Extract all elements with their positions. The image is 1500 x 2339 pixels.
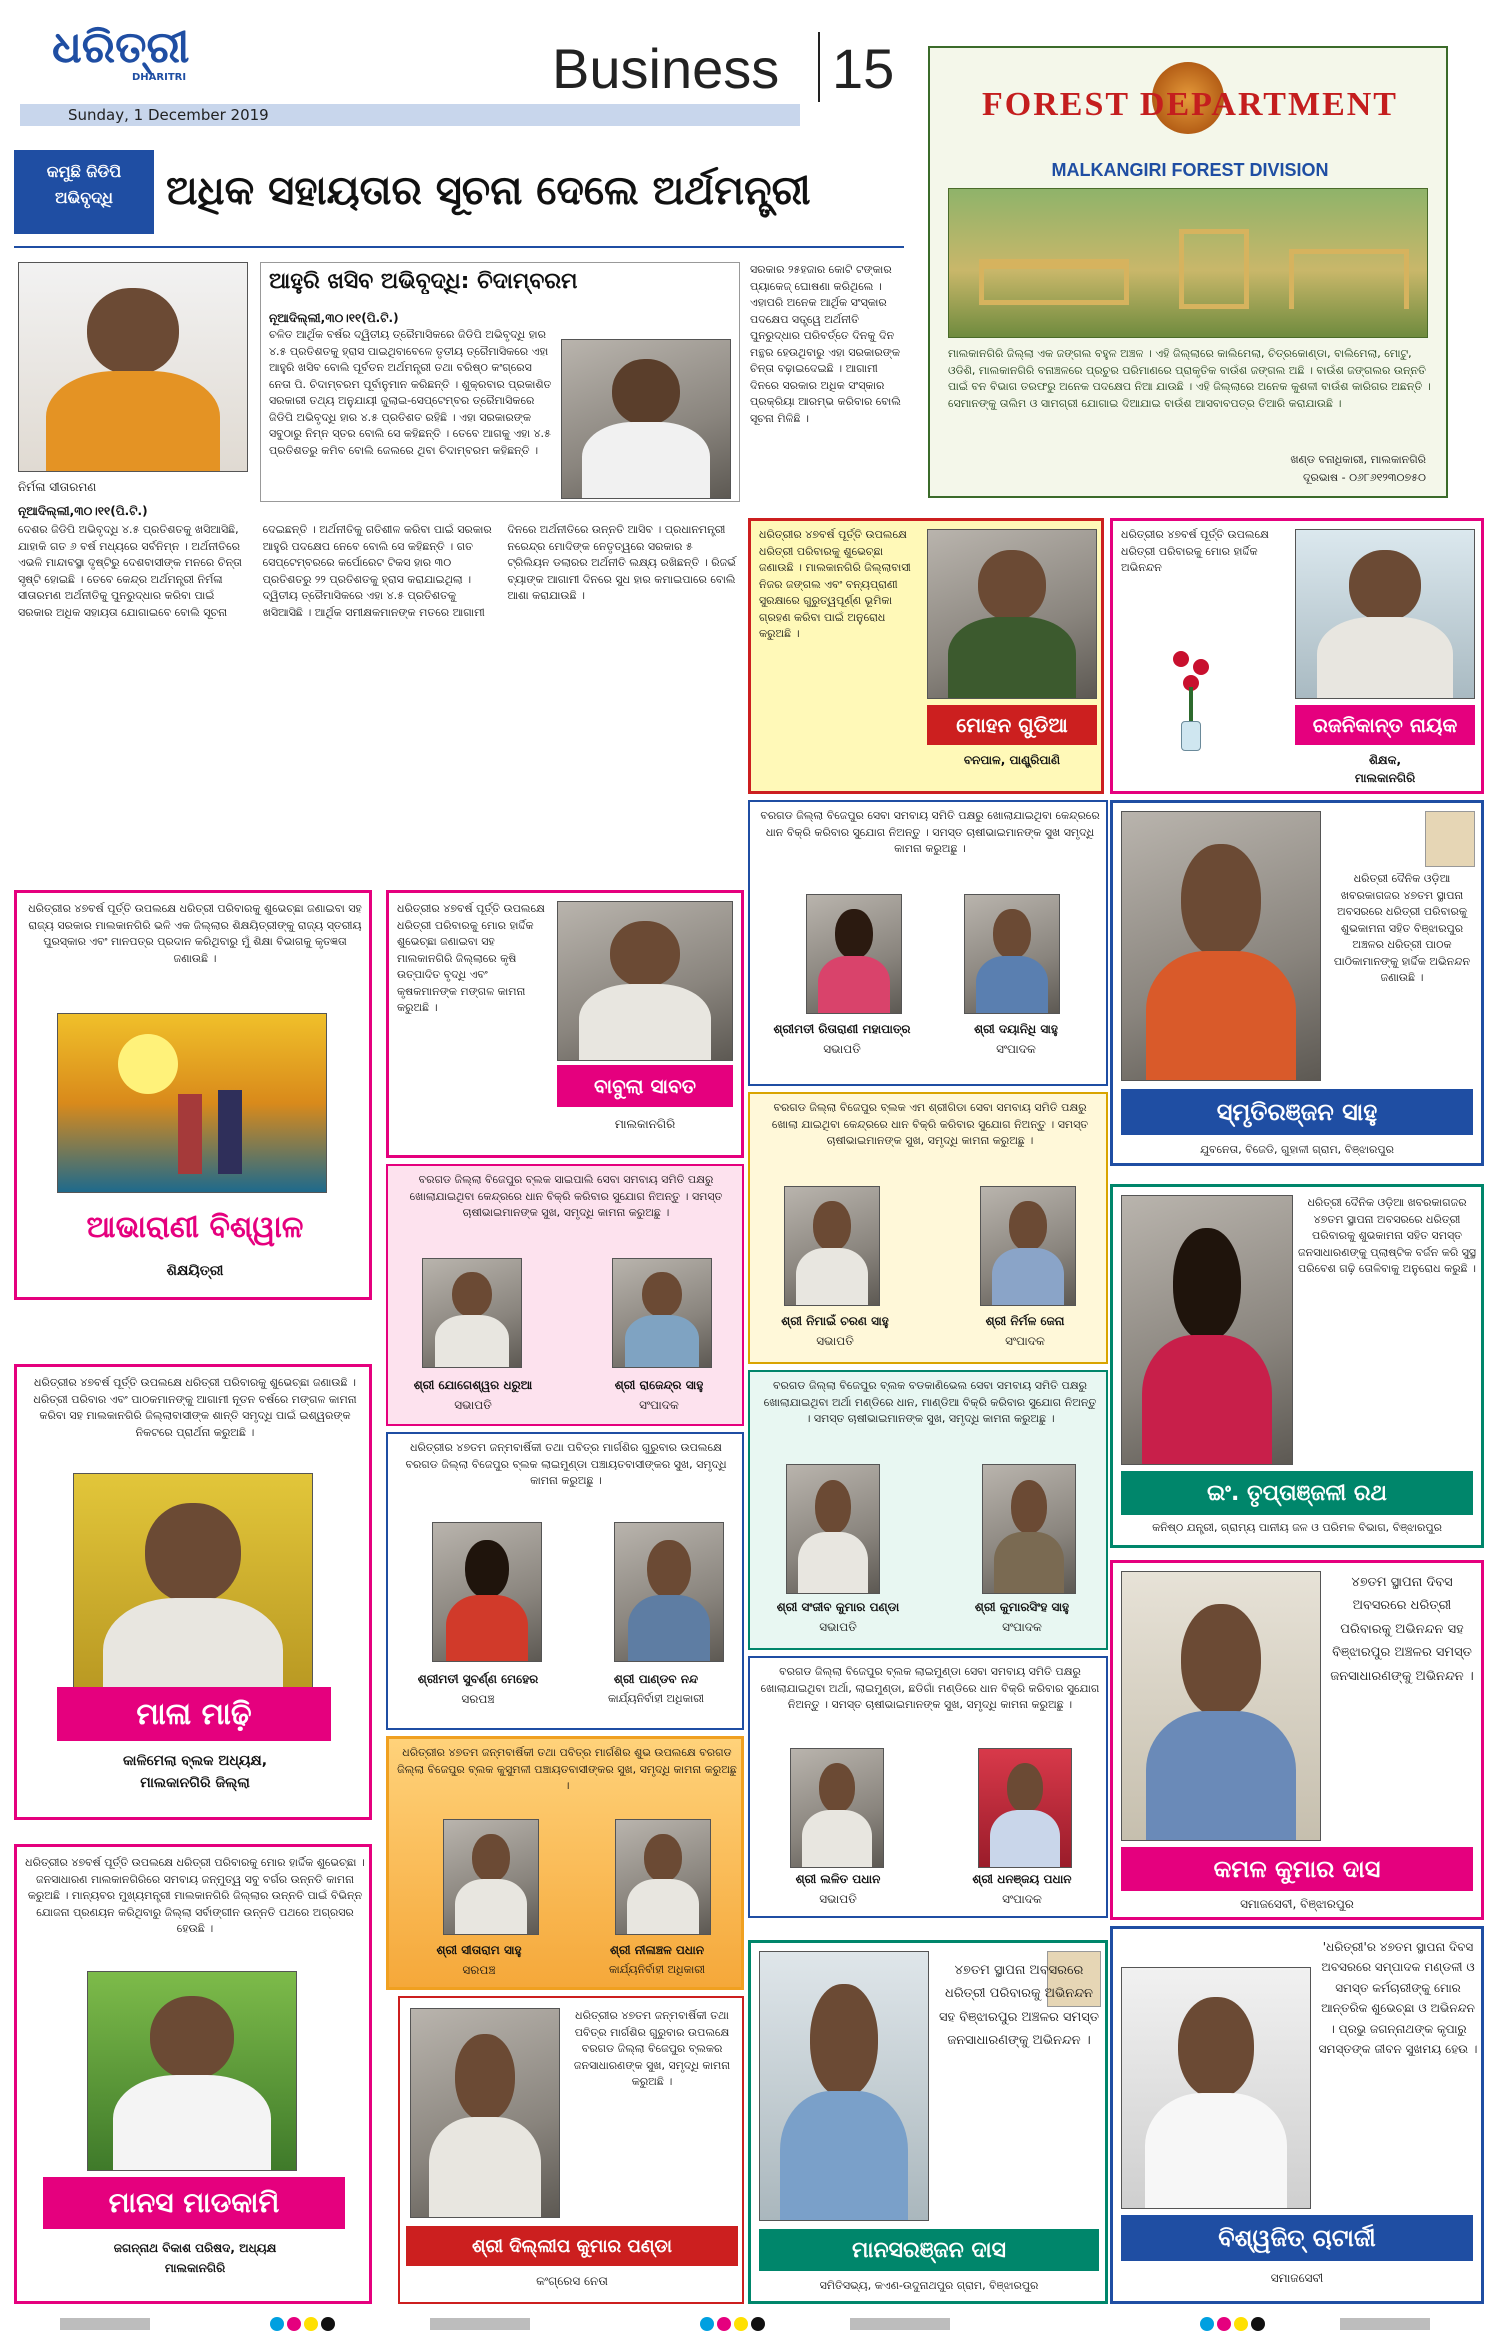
kumarsingh-role: ସଂପାଦକ (1002, 1620, 1042, 1634)
mala-ad (14, 1364, 372, 1820)
sitharaman-caption: ନିର୍ମଳା ସୀତାରମଣ (18, 480, 97, 494)
headline-right-column: ସରକାର ୨୫ହଜାର କୋଟି ଟଙ୍କାର ପ୍ୟାକେଜ୍ ଘୋଷଣା କରିଥିଲେ । ଏହାପରି ଅନେକ ଆର୍ଥିକ ସଂସ୍କାର ପଦକ୍ଷେପ ସତ୍ତ୍ୱେ ଅର୍ଥନୀତି ପୁନରୁଦ୍ଧାର ପରିବର୍ତ୍ତେ ଦିନକୁ ଦିନ ମନ୍ଥର ହେଉଥିବାରୁ ଏହା ସରକାରଙ୍କ ଚିନ୍ତା ବଢ଼ାଇଦେଇଛି । ଆଗାମୀ ଦିନରେ ସରକାର ଅଧିକ ସଂସ୍କାର ପ୍ରକ୍ରିୟା ଆରମ୍ଭ କରିବାର ବୋଲି ସୂଚନା ମିଳିଛି । (750, 263, 901, 425)
section-title: Business (552, 37, 780, 100)
lalit-role: ସଭାପତି (819, 1892, 857, 1906)
forest-ad-body: ମାଲକାନଗିରି ଜିଲ୍ଲା ଏକ ଜଙ୍ଗଲ ବହୁଳ ଅଞ୍ଚଳ । ଏହି ଜିଲ୍ଲାରେ କାଲିମେଲା, ଚିତ୍ରକୋଣ୍ଡା, ବାଲିମେଲା, ମୋଟୁ, ଓଡିଶି, ମାଲକାନଗିରି ବନାଞ୍ଚଳରେ ପ୍ରଚୁର ପରିମାଣରେ ପ୍ରାକୃତିକ ବାଉଁଶ ଜଙ୍ଗଲ ଅଛି । ବାଉଁଶ ଜଙ୍ଗଲର ଉନ୍ନତି ପାଇଁ ବନ ବିଭାଗ ତରଫରୁ ଅନେକ ପଦକ୍ଷେପ ନିଆ ଯାଉଛି । ଏହି ଜିଲ୍ଲାରେ ଅନେକ କୁଶଳୀ ବାଉଁଶ କାରିଗର ଅଛନ୍ତି । ସେମାନଙ୍କୁ ତାଲିମ ଓ ସାମଗ୍ରୀ ଯୋଗାଇ ଦିଆଯାଇ ବାଉଁଶ ଆସବାବପତ୍ର ତିଆରି କରାଯାଉଛି । (948, 347, 1431, 410)
dilip-name-bar: ଶ୍ରୀ ଦିଲ୍ଲୀପ କୁମାର ପଣ୍ଡା (406, 2226, 738, 2266)
bamboo-bed-shape (979, 259, 1129, 305)
mohan-gudia-ad (748, 518, 1104, 794)
jogeswar-name: ଶ୍ରୀ ଯୋଗେଶ୍ୱର ଧରୁଆ (413, 1378, 533, 1392)
dayanidhi-name: ଶ୍ରୀ ଦୟାନିଧି ସାହୁ (974, 1022, 1058, 1036)
bamboo-chair-shape (1179, 229, 1249, 309)
abharani-name: ଆଭାରାଣୀ ବିଶ୍ୱାଳ (86, 1209, 304, 1245)
trupti-role: କନିଷ୍ଠ ଯନ୍ତ୍ରୀ, ଗ୍ରାମ୍ୟ ପାନୀୟ ଜଳ ଓ ପରିମଳ ବିଭାଗ, ବିଞ୍ଝାରପୁର (1152, 1521, 1442, 1534)
forest-ad-subtitle: MALKANGIRI FOREST DIVISION (1051, 160, 1329, 180)
babula-name-bar: ବାବୁଲା ସାବତ (557, 1065, 733, 1107)
manasaranjan-role: ସମିତିସଭ୍ୟ, କଏଣ-ଉଦୁନାଥପୁର ଗ୍ରାମ, ବିଞ୍ଝାରପୁର (819, 2279, 1039, 2292)
jogeswar-photo (422, 1258, 522, 1368)
manasa-photo (87, 1971, 297, 2171)
abharani-ad (14, 890, 372, 1300)
registration-bar-2 (430, 2318, 530, 2330)
lalit-ad (748, 1656, 1108, 1918)
pandaba-name: ଶ୍ରୀ ପାଣ୍ଡବ ନନ୍ଦ (613, 1672, 699, 1686)
logo-text: ଧରିତ୍ରୀ (52, 22, 190, 73)
dilip-ad (398, 1996, 744, 2304)
babula-ad (386, 890, 744, 1158)
nilanchal-photo (615, 1819, 711, 1935)
nimai-ad (748, 1092, 1108, 1364)
nimai-name: ଶ୍ରୀ ନିମାଇଁ ଚରଣ ସାହୁ (781, 1314, 889, 1328)
mala-photo (73, 1473, 313, 1713)
cmyk-marks-3 (1200, 2316, 1268, 2335)
rajendra-role: ସଂପାଦକ (639, 1398, 679, 1412)
date-text: Sunday, 1 December 2019 (68, 106, 269, 124)
kamal-text: ୪୭ତମ ସ୍ଥାପନା ଦିବସ ଅବସରରେ ଧରିତ୍ରୀ ପରିବାରକୁ ଅଭିନନ୍ଦନ ସହ ବିଞ୍ଝାରପୁର ଅଞ୍ଚଳର ସମସ୍ତ ଜନସାଧାରଣଙ୍କୁ ଅଭିନନ୍ଦନ । (1330, 1575, 1474, 1684)
lalit-name: ଶ୍ରୀ ଲଳିତ ପଧାନ (795, 1872, 881, 1886)
forest-ad-signature: ଖଣ୍ଡ ବନାଧିକାରୀ, ମାଲକାନଗିରି (1290, 453, 1426, 466)
rajanikanta-name-bar: ରଜନିକାନ୍ତ ନାୟକ (1295, 705, 1475, 745)
sanjib-text: ବରଗଡ ଜିଲ୍ଲା ବିଜେପୁର ବ୍ଲକ ବଡକାଣିଭେଲ ସେବା ସମବାୟ ସମିତି ପକ୍ଷରୁ ଖୋଲାଯାଇଥିବା ଅର୍ଥା ମଣ୍ଡିରେ ଧାନ, ମାଣ୍ଡିଆ ବିକ୍ରି କରିବାର ସୁଯୋଗ ନିଅନ୍ତୁ । ସମସ୍ତ ଚାଷୀଭାଇମାନଙ୍କ ସୁଖ, ସମୃଦ୍ଧି କାମନା କରୁଅଛୁ । (763, 1379, 1097, 1425)
kamal-name-bar: କମଳ କୁମାର ଦାସ (1121, 1847, 1473, 1891)
headline-body: ଦେଶର ଜିଡିପି ଅଭିବୃଦ୍ଧି ୪.୫ ପ୍ରତିଶତକୁ ଖସିଆସିଛି, ଯାହାକି ଗତ ୬ ବର୍ଷ ମଧ୍ୟରେ ସର୍ବନିମ୍ନ । ଅର୍ଥନୀତିରେ ଏଭଳି ମାନ୍ଦାବସ୍ଥା ଦୃଷ୍ଟିରୁ ଦେଶବାସୀଙ୍କ ମନରେ ଚିନ୍ତା ସୃଷ୍ଟି ହୋଇଛି । ତେବେ କେନ୍ଦ୍ର ଅର୍ଥମନ୍ତ୍ରୀ ନିର୍ମଳା ସୀତାରମଣ ଅର୍ଥନୀତିକୁ ପୁନରୁଦ୍ଧାର କରିବା ପାଇଁ ସରକାର ଅଧିକ ସହାୟତା ଯୋଗାଇବେ ବୋଲି ସୂଚନା ଦେଇଛନ୍ତି । ଅର୍ଥନୀତିକୁ ଗତିଶୀଳ କରିବା ପାଇଁ ସରକାର ଆହୁରି ପଦକ୍ଷେପ ନେବେ ବୋଲି ସେ କହିଛନ୍ତି । ଗତ ସେପ୍ଟେମ୍ବରରେ କର୍ପୋରେଟ ଟିକସ ହାର ୩୦ ପ୍ରତିଶତରୁ ୨୨ ପ୍ରତିଶତକୁ ହ୍ରାସ କରାଯାଇଥିଲା । ଦ୍ୱିତୀୟ ତ୍ରୈମାସିକରେ ଏହା ୪.୫ ପ୍ରତିଶତକୁ ଖସିଆସିଛି । ଆର୍ଥିକ ସମୀକ୍ଷକମାନଙ୍କ ମତରେ ଆଗାମୀ ଦିନରେ ଅର୍ଥନୀତିରେ ଉନ୍ନତି ଆସିବ । ପ୍ରଧାନମନ୍ତ୍ରୀ ନରେନ୍ଦ୍ର ମୋଦିଙ୍କ ନେତୃତ୍ୱରେ ସରକାର ୫ ଟ୍ରିଲିୟନ ଡଲାରର ଅର୍ଥନୀତି ଲକ୍ଷ୍ୟ ରଖିଛନ୍ତି । ରିଜର୍ଭ ବ୍ୟାଙ୍କ ଆଗାମୀ ଦିନରେ ସୁଧ ହାର କମାଇପାରେ ବୋଲି ଆଶା କରାଯାଉଛି । (18, 523, 736, 619)
dhananjay-name: ଶ୍ରୀ ଧନଞ୍ଜୟ ପଧାନ (972, 1872, 1072, 1886)
mohan-name-bar: ମୋହନ ଗୁଡିଆ (927, 705, 1097, 745)
mohan-text: ଧରିତ୍ରୀର ୪୭ବର୍ଷ ପୂର୍ତ୍ତି ଉପଲକ୍ଷେ ଧରିତ୍ରୀ ପରିବାରକୁ ଶୁଭେଚ୍ଛା ଜଣାଉଛି । ମାଲକାନଗିରି ଜିଲ୍ଲାବାସୀ ନିଜର ଜଙ୍ଗଲ ଏବଂ ବନ୍ୟପ୍ରାଣୀ ସୁରକ୍ଷାରେ ଗୁରୁତ୍ୱପୂର୍ଣ୍ଣ ଭୂମିକା ଗ୍ରହଣ କରିବା ପାଇଁ ଅନୁରୋଧ କରୁଅଛି । (759, 528, 911, 640)
biswajit-photo (1121, 1967, 1311, 2209)
abharani-text: ଧରିତ୍ରୀର ୪୭ବର୍ଷ ପୂର୍ତ୍ତି ଉପଲକ୍ଷେ ଧରିତ୍ରୀ ପରିବାରକୁ ଶୁଭେଚ୍ଛା ଜଣାଇବା ସହ ରାଜ୍ୟ ସରକାର ମାଲକାନଗିରି ଭଳି ଏକ ଜିଲ୍ଲାର ଶିକ୍ଷୟିତ୍ରୀଙ୍କୁ ରାଜ୍ୟ ସ୍ତରୀୟ ପୁରସ୍କାର ଏବଂ ମାନପତ୍ର ପ୍ରଦାନ କରିଥିବାରୁ ମୁଁ ଶିକ୍ଷା ବିଭାଗକୁ କୃତଜ୍ଞତା ଜଣାଉଛି । (28, 902, 362, 965)
sanjib-role: ସଭାପତି (819, 1620, 857, 1634)
bamboo-table-shape (1289, 249, 1409, 309)
biswajit-text: 'ଧରିତ୍ରୀ'ର ୪୭ତମ ସ୍ଥାପନା ଦିବସ ଅବସରରେ ସମ୍ପାଦକ ମଣ୍ଡଳୀ ଓ ସମସ୍ତ କର୍ମଚାରୀଙ୍କୁ ମୋର ଆନ୍ତରିକ ଶୁଭେଚ୍ଛା ଓ ଅଭିନନ୍ଦନ । ପ୍ରଭୁ ଜଗନ୍ନାଥଙ୍କ କୃପାରୁ ସମସ୍ତଙ୍କ ଜୀବନ ସୁଖମୟ ହେଉ । (1318, 1940, 1478, 2056)
ritarani-text: ବରଗଡ ଜିଲ୍ଲା ବିଜେପୁର ସେବା ସମବାୟ ସମିତି ପକ୍ଷରୁ ଖୋଲାଯାଇଥିବା କେନ୍ଦ୍ରରେ ଧାନ ବିକ୍ରି କରିବାର ସୁଯୋଗ ନିଅନ୍ତୁ । ସମସ୍ତ ଚାଷୀଭାଇମାନଙ୍କ ସୁଖ ସମୃଦ୍ଧି କାମନା କରୁଅଛୁ । (760, 809, 1100, 855)
forest-ad-title: FOREST DEPARTMENT (982, 86, 1398, 123)
nimai-text: ବରଗଡ ଜିଲ୍ଲା ବିଜେପୁର ବ୍ଲକ ଏମ ଶ୍ରୀଗିଡା ସେବା ସମବାୟ ସମିତି ପକ୍ଷରୁ ଖୋଲା ଯାଇଥିବା କେନ୍ଦ୍ରରେ ଧାନ ବିକ୍ରି କରିବାର ସୁଯୋଗ ନିଅନ୍ତୁ । ସମସ୍ତ ଚାଷୀଭାଇମାନଙ୍କ ସୁଖ, ସମୃଦ୍ଧି କାମନା କରୁଅଛୁ । (771, 1101, 1089, 1147)
ritarani-ad (748, 800, 1108, 1086)
registration-bar-1 (60, 2318, 150, 2330)
subarna-ad (386, 1432, 744, 1730)
manasaranjan-ad (748, 1940, 1108, 2304)
kamal-role: ସମାଜସେବୀ, ବିଞ୍ଝାରପୁର (1240, 1897, 1354, 1911)
sanjib-ad (748, 1370, 1108, 1650)
abharani-event-photo (57, 1013, 327, 1193)
babula-photo (557, 901, 733, 1061)
rajanikanta-role-1: ଶିକ୍ଷକ, (1368, 753, 1402, 767)
smrutiranjan-text: ଧରିତ୍ରୀ ଦୈନିକ ଓଡ଼ିଆ ଖବରକାଗଜର ୪୭ତମ ସ୍ଥାପନା ଅବସରରେ ଧରିତ୍ରୀ ପରିବାରକୁ ଶୁଭକାମନା ସହିତ ବିଞ୍ଝାରପୁର ଅଞ୍ଚଳର ଧରିତ୍ରୀ ପାଠକ ପାଠିକାମାନଙ୍କୁ ହାର୍ଦ୍ଦିକ ଅଭିନନ୍ଦନ ଜଣାଉଛି । (1333, 872, 1471, 984)
trupti-ad (1110, 1184, 1484, 1548)
dayanidhi-photo (964, 894, 1060, 1014)
subarna-text: ଧରିତ୍ରୀର ୪୭ତମ ଜନ୍ମବାର୍ଷିକୀ ତଥା ପବିତ୍ର ମାର୍ଗଶିର ଗୁରୁବାର ଉପଲକ୍ଷେ ବରଗଡ ଜିଲ୍ଲା ବିଜେପୁର ବ୍ଲକ ଲାଇମୁଣ୍ଡା ପଞ୍ଚାୟତବାସୀଙ୍କର ସୁଖ, ସମୃଦ୍ଧି କାମନା କରୁଅଛୁ । (405, 1441, 727, 1487)
nilanchal-name: ଶ୍ରୀ ନୀଳାଞ୍ଚଳ ପଧାନ (609, 1943, 705, 1957)
kamal-photo (1121, 1571, 1321, 1841)
chidambaram-photo (561, 339, 731, 499)
biswajit-name-bar: ବିଶ୍ୱଜିତ୍ ଚାଟାର୍ଜୀ (1121, 2215, 1473, 2261)
sitharaman-photo (18, 262, 248, 472)
rajanikanta-ad (1110, 518, 1484, 794)
manasaranjan-text: ୪୭ତମ ସ୍ଥାପନା ଅବସରରେ ଧରିତ୍ରୀ ପରିବାରକୁ ଅଭିନନ୍ଦନ ସହ ବିଞ୍ଝାରପୁର ଅଞ୍ଚଳର ସମସ୍ତ ଜନସାଧାରଣଙ୍କୁ ଅଭିନନ୍ଦନ । (939, 1963, 1099, 2049)
babula-role: ମାଲକାନଗିରି (614, 1117, 676, 1131)
cmyk-marks-2 (700, 2316, 768, 2335)
manasa-ad (14, 1844, 372, 2304)
cmyk-marks-1 (270, 2316, 338, 2335)
manasaranjan-photo (759, 1951, 929, 2221)
logo-sub: DHARITRI (132, 72, 187, 83)
dhananjay-photo (978, 1748, 1072, 1868)
headline-dateline: ନୂଆଦିଲ୍ଲୀ,୩୦।୧୧(ପି.ଟି.) (18, 504, 148, 518)
chidambaram-text: ଚଳିତ ଆର୍ଥିକ ବର୍ଷର ଦ୍ୱିତୀୟ ତ୍ରୈମାସିକରେ ଜିଡିପି ଅଭିବୃଦ୍ଧି ହାର ୪.୫ ପ୍ରତିଶତକୁ ହ୍ରାସ ପାଇଥିବାବେଳେ ତୃତୀୟ ତ୍ରୈମାସିକରେ ଏହା ଆହୁରି ଖସିବ ବୋଲି ପୂର୍ବତନ ଅର୍ଥମନ୍ତ୍ରୀ ତଥା ବରିଷ୍ଠ କଂଗ୍ରେସ ନେତା ପି. ଚିଦାମ୍ବରମ ପୂର୍ବାନୁମାନ କରିଛନ୍ତି । ଶୁକ୍ରବାର ପ୍ରକାଶିତ ସରକାରୀ ତଥ୍ୟ ଅନୁଯାୟୀ ଜୁଲାଇ-ସେପ୍ଟେମ୍ବର ତ୍ରୈମାସିକରେ ଜିଡିପି ଅଭିବୃଦ୍ଧି ହାର ୪.୫ ପ୍ରତିଶତ ରହିଛି । ଏହା ସରକାରଙ୍କ ସବୁଠାରୁ ନିମ୍ନ ସ୍ତର ବୋଲି ସେ କହିଛନ୍ତି । ତେବେ ଆଗକୁ ଏହା ୪.୫ ପ୍ରତିଶତରୁ କମିବ ବୋଲି ଜେଲରେ ଥିବା ଚିଦାମ୍ବରମ କହିଛନ୍ତି । (269, 328, 552, 457)
smrutiranjan-name-bar: ସ୍ମୃତିରଞ୍ଜନ ସାହୁ (1121, 1089, 1473, 1135)
mohan-role: ବନପାଳ, ପାଣ୍ଡ୍ରିପାଣି (963, 753, 1061, 767)
badge-line-2: ଅଭିବୃଦ୍ଧି (55, 188, 113, 207)
rajanikanta-photo (1295, 529, 1475, 699)
mohan-photo (927, 529, 1097, 699)
lalit-photo (790, 1748, 884, 1868)
dayanidhi-role: ସଂପାଦକ (996, 1042, 1036, 1056)
rajanikanta-role-2: ମାଲକାନଗିରି (1354, 771, 1416, 785)
biswajit-ad (1110, 1926, 1484, 2304)
page-number: 15 (832, 37, 895, 100)
headline-badge (14, 150, 154, 234)
kamal-ad (1110, 1560, 1484, 1920)
nimai-role: ସଭାପତି (816, 1334, 854, 1348)
nirmal-name: ଶ୍ରୀ ନିର୍ମଳ ଜେନା (985, 1314, 1065, 1328)
biswajit-role: ସମାଜସେବୀ (1270, 2271, 1324, 2285)
rajendra-name: ଶ୍ରୀ ରାଜେନ୍ଦ୍ର ସାହୁ (614, 1378, 704, 1392)
ritarani-role: ସଭାପତି (823, 1042, 861, 1056)
sanjib-name: ଶ୍ରୀ ସଂଜୀବ କୁମାର ପଣ୍ଡା (776, 1600, 900, 1614)
sitaram-role: ସରପଞ୍ଚ (462, 1963, 496, 1977)
abharani-role: ଶିକ୍ଷୟିତ୍ରୀ (166, 1263, 224, 1279)
kumarsingh-photo (982, 1464, 1076, 1594)
mala-role-2: ମାଲକାନଗିରି ଜିଲ୍ଲା (140, 1775, 250, 1791)
subarna-photo (432, 1522, 542, 1662)
smrutiranjan-role: ଯୁବନେତା, ବିଜେଡି, ଗୁହାଳୀ ଗ୍ରାମ, ବିଞ୍ଝାରପୁର (1200, 1143, 1394, 1156)
bamboo-furniture-photo (948, 188, 1428, 338)
ritarani-photo (806, 894, 902, 1014)
dilip-role: କଂଗ୍ରେସ ନେତା (536, 2274, 608, 2288)
rajanikanta-text: ଧରିତ୍ରୀର ୪୭ବର୍ଷ ପୂର୍ତ୍ତି ଉପଲକ୍ଷେ ଧରିତ୍ରୀ ପରିବାରକୁ ମୋର ହାର୍ଦ୍ଦିକ ଅଭିନନ୍ଦନ (1121, 528, 1269, 574)
sitaram-ad (386, 1736, 744, 1990)
forest-ad-phone: ଦୂରଭାଷ - ୦୬୮୬୧୨୩୦୭୫୦ (1302, 471, 1426, 484)
nirmal-photo (980, 1186, 1076, 1306)
logo (52, 20, 262, 83)
chidambaram-box (260, 262, 740, 502)
sanjib-photo (786, 1464, 880, 1594)
jogeswar-text: ବରଗଡ ଜିଲ୍ଲା ବିଜେପୁର ବ୍ଲକ ସାଇପାଲି ସେବା ସମବାୟ ସମିତି ପକ୍ଷରୁ ଖୋଲାଯାଇଥିବା କେନ୍ଦ୍ରରେ ଧାନ ବିକ୍ରି କରିବାର ସୁଯୋଗ ନିଅନ୍ତୁ । ସମସ୍ତ ଚାଷୀଭାଇମାନଙ୍କ ସୁଖ, ସମୃଦ୍ଧି କାମନା କରୁଅଛୁ । (409, 1173, 723, 1219)
smrutiranjan-photo (1121, 811, 1321, 1081)
rajendra-photo (612, 1258, 712, 1368)
dilip-photo (410, 2008, 560, 2218)
ritarani-name: ଶ୍ରୀମତୀ ରିତାରାଣୀ ମହାପାତ୍ର (773, 1022, 911, 1036)
registration-bar-3 (850, 2318, 950, 2330)
nirmal-role: ସଂପାଦକ (1005, 1334, 1045, 1348)
manasaranjan-name-bar: ମାନସରଞ୍ଜନ ଦାସ (759, 2229, 1099, 2271)
manasa-name-bar: ମାନସ ମାଡକାମି (43, 2177, 345, 2229)
manasa-role-1: ଜଗନ୍ନାଥ ବିକାଶ ପରିଷଦ, ଅଧ୍ୟକ୍ଷ (113, 2241, 277, 2255)
mala-name-bar: ମାଳା ମାଢ଼ି (57, 1687, 331, 1741)
jogeswar-role: ସଭାପତି (454, 1398, 492, 1412)
badge-line-1: କମୁଛି ଜିଡିପି (46, 162, 122, 181)
pandaba-role: କାର୍ଯ୍ୟନିର୍ବାହୀ ଅଧିକାରୀ (608, 1692, 704, 1705)
forest-department-ad (928, 46, 1448, 498)
babula-text: ଧରିତ୍ରୀର ୪୭ବର୍ଷ ପୂର୍ତ୍ତି ଉପଲକ୍ଷେ ଧରିତ୍ରୀ ପରିବାରକୁ ମୋର ହାର୍ଦ୍ଦିକ ଶୁଭେଚ୍ଛା ଜଣାଇବା ସହ ମାଲକାନଗିରି ଜିଲ୍ଲାରେ କୃଷି ଉତ୍ପାଦିତ ବୃଦ୍ଧି ଏବଂ କୃଷକମାନଙ୍କ ମଙ୍ଗଳ କାମନା କରୁଅଛି । (397, 902, 545, 1014)
dilip-text: ଧରିତ୍ରୀର ୪୭ତମ ଜନ୍ମବାର୍ଷିକୀ ତଥା ପବିତ୍ର ମାର୍ଗଶିର ଗୁରୁବାର ଉପଲକ୍ଷେ ବରଗଡ ଜିଲ୍ଲା ବିଜେପୁର ବ୍ଲକର ଜନସାଧାରଣଙ୍କ ସୁଖ, ସମୃଦ୍ଧି କାମନା କରୁଅଛି । (573, 2009, 731, 2088)
headline-title: ଅଧିକ ସହାୟତାର ସୂଚନା ଦେଲେ ଅର୍ଥମନ୍ତ୍ରୀ (166, 168, 811, 214)
smrutiranjan-ad (1110, 800, 1484, 1166)
trupti-text: ଧରିତ୍ରୀ ଦୈନିକ ଓଡ଼ିଆ ଖବରକାଗଜର ୪୭ତମ ସ୍ଥାପନା ଅବସରରେ ଧରିତ୍ରୀ ପରିବାରକୁ ଶୁଭକାମନା ସହିତ ସମସ୍ତ ଜନସାଧାରଣଙ୍କୁ ପ୍ଲାଷ୍ଟିକ ବର୍ଜନ କରି ସୁସ୍ଥ ପରିବେଶ ଗଢ଼ି ତୋଳିବାକୁ ଅନୁରୋଧ କରୁଛି । (1298, 1196, 1476, 1275)
sitaram-name: ଶ୍ରୀ ସୀତାରାମ ସାହୁ (436, 1943, 522, 1957)
trupti-photo (1121, 1195, 1293, 1465)
mala-text: ଧରିତ୍ରୀର ୪୭ବର୍ଷ ପୂର୍ତ୍ତି ଉପଲକ୍ଷେ ଧରିତ୍ରୀ ପରିବାରକୁ ଶୁଭେଚ୍ଛା ଜଣାଉଛି । ଧରିତ୍ରୀ ପରିବାର ଏବଂ ପାଠକମାନଙ୍କୁ ଆଗାମୀ ନୂତନ ବର୍ଷରେ ମଙ୍ଗଳ କାମନା କରିବା ସହ ମାଲକାନଗିରି ଜିଲ୍ଲାବାସୀଙ୍କ ଶାନ୍ତି ସମୃଦ୍ଧି ପାଇଁ ଇଶ୍ୱରଙ୍କ ନିକଟରେ ପ୍ରାର୍ଥନା କରୁଅଛି । (33, 1376, 357, 1439)
kumarsingh-name: ଶ୍ରୀ କୁମାରସିଂହ ସାହୁ (974, 1600, 1070, 1614)
trupti-name-bar: ଇଂ. ତୃପ୍ତାଞ୍ଜଳୀ ରଥ (1121, 1471, 1473, 1515)
mala-role-1: କାଳିମେଲା ବ୍ଲକ ଅଧ୍ୟକ୍ଷ, (122, 1753, 268, 1769)
dhananjay-role: ସଂପାଦକ (1002, 1892, 1042, 1906)
chidambaram-title: ଆହୁରି ଖସିବ ଅଭିବୃଦ୍ଧି: ଚିଦାମ୍ବରମ (269, 269, 578, 294)
chidambaram-dateline: ନୂଆଦିଲ୍ଲୀ,୩୦।୧୧(ପି.ଟି.) (269, 311, 399, 325)
subarna-role: ସରପଞ୍ଚ (461, 1692, 495, 1706)
manasa-role-2: ମାଲକାନଗିରି (164, 2261, 226, 2275)
section-divider (818, 32, 820, 102)
subarna-name: ଶ୍ରୀମତୀ ସୁବର୍ଣ୍ଣ ମେହେର (417, 1672, 539, 1686)
manasa-text: ଧରିତ୍ରୀର ୪୭ବର୍ଷ ପୂର୍ତ୍ତି ଉପଲକ୍ଷେ ଧରିତ୍ରୀ ପରିବାରକୁ ମୋର ହାର୍ଦ୍ଦିକ ଶୁଭେଚ୍ଛା । ଜନସାଧାରଣ ମାଲକାନଗିରିରେ ସମବାୟ ଜନ୍ମୁତ୍ୱ ସବୁ ବର୍ଗର ଉନ୍ନତି କାମନା କରୁଅଛି । ମାନ୍ୟବର ମୁଖ୍ୟମନ୍ତ୍ରୀ ମାଲକାନଗିରି ଜିଲ୍ଲାର ଉନ୍ନତି ପାଇଁ ବିଭିନ୍ନ ଯୋଜନା ପ୍ରଣୟନ କରିଥିବାରୁ ଜିଲ୍ଲା ସର୍ବାଙ୍ଗୀନ ଉନ୍ନତି ପଥରେ ଅଗ୍ରସର ହେଉଛି । (25, 1856, 365, 1935)
nimai-photo (784, 1186, 880, 1306)
pandaba-photo (614, 1522, 724, 1662)
rose-vase (1153, 651, 1233, 751)
lalit-text: ବରଗଡ ଜିଲ୍ଲା ବିଜେପୁର ବ୍ଲକ ଲାଇମୁଣ୍ଡା ସେବା ସମବାୟ ସମିତି ପକ୍ଷରୁ ଖୋଲାଯାଇଥିବା ଅର୍ଥା, ଲାଇମୁଣ୍ଡା, ଛଡିଗାଁ ମଣ୍ଡିରେ ଧାନ ବିକ୍ରି କରିବାର ସୁଯୋଗ ନିଅନ୍ତୁ । ସମସ୍ତ ଚାଷୀଭାଇମାନଙ୍କ ସୁଖ, ସମୃଦ୍ଧି କାମନା କରୁଅଛୁ । (760, 1665, 1100, 1711)
sitaram-photo (443, 1819, 539, 1935)
sitaram-text: ଧରିତ୍ରୀର ୪୭ତମ ଜନ୍ମବାର୍ଷିକୀ ତଥା ପବିତ୍ର ମାର୍ଗଶିର ଶୁଭ ଉପଲକ୍ଷେ ବରଗଡ ଜିଲ୍ଲା ବିଜେପୁର ବ୍ଲକ କୁସୁମଳୀ ପଞ୍ଚାୟତବାସୀଙ୍କର ସୁଖ, ସମୃଦ୍ଧି କାମନା କରୁଅଛୁ । (397, 1746, 737, 1792)
nilanchal-role: କାର୍ଯ୍ୟନିର୍ବାହୀ ଅଧିକାରୀ (609, 1963, 705, 1976)
jogeswar-ad (386, 1164, 744, 1426)
headline-rule (14, 246, 904, 248)
registration-bar-4 (1340, 2318, 1430, 2330)
